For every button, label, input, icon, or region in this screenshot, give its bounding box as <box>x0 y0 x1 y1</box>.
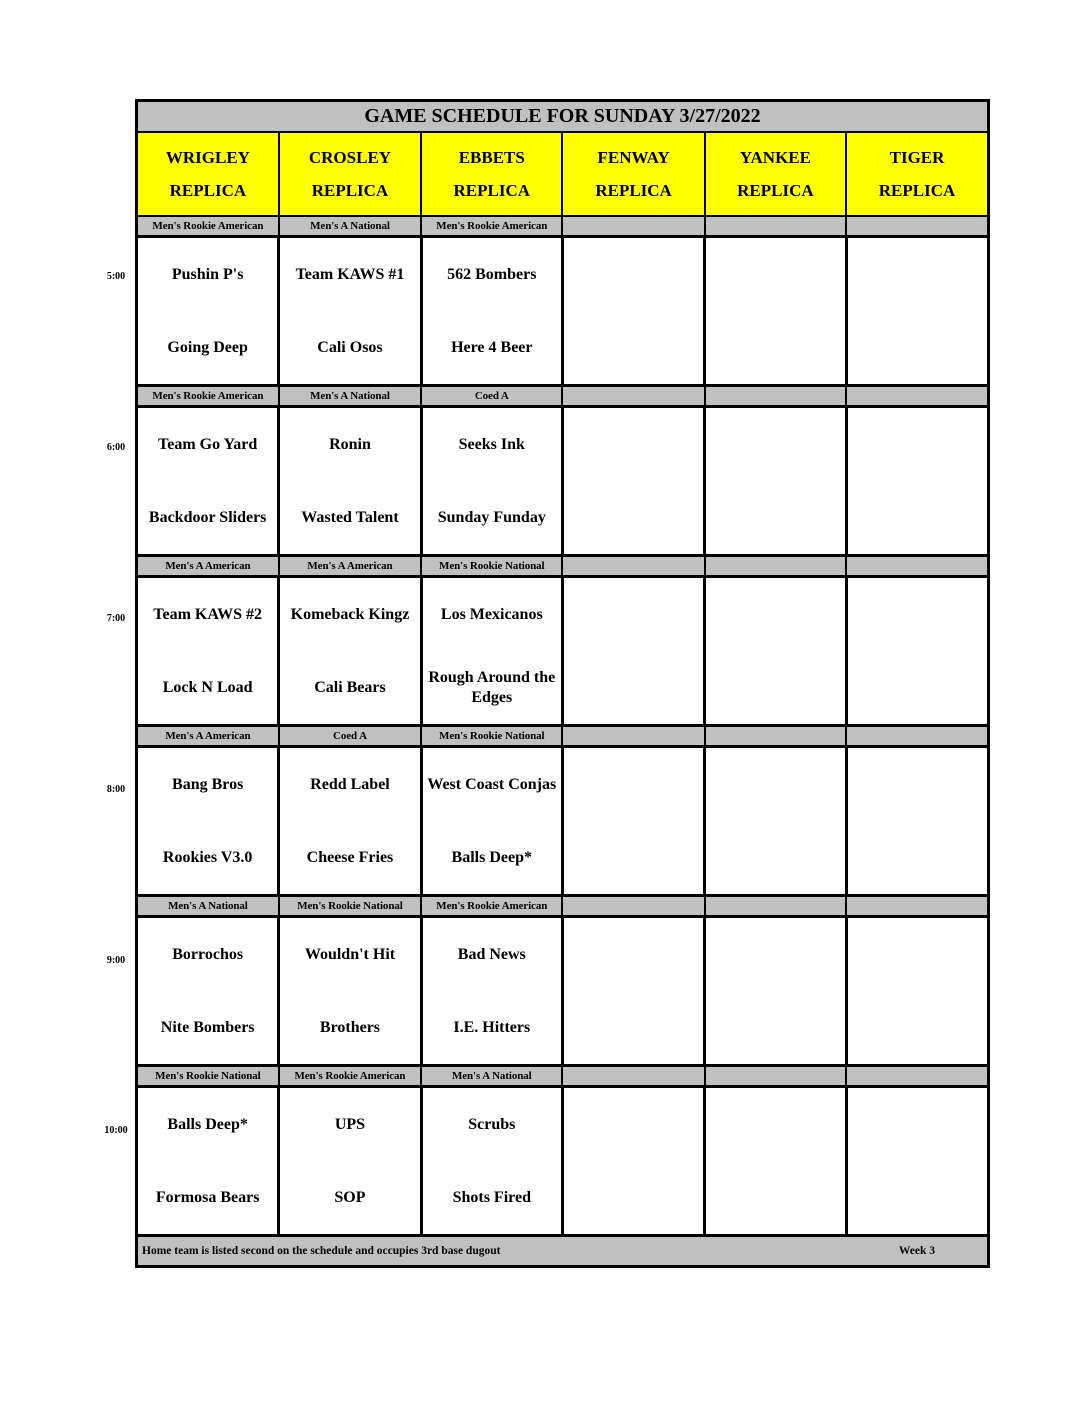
home-team: Here 4 Beer <box>451 338 533 356</box>
home-team <box>706 1161 844 1234</box>
home-team <box>706 651 844 724</box>
home-team <box>706 821 844 894</box>
division-label: Men's Rookie American <box>421 896 562 917</box>
game-row <box>137 577 989 726</box>
division-label <box>846 896 988 917</box>
division-label: Men's A American <box>137 556 279 577</box>
time-label: 5:00 <box>106 271 126 282</box>
division-label <box>562 216 704 237</box>
game-cell <box>421 577 562 726</box>
field-header <box>279 132 421 216</box>
division-label: Men's A American <box>279 556 421 577</box>
field-name: YANKEE <box>739 148 811 167</box>
division-label <box>846 1066 988 1087</box>
away-team <box>848 918 987 991</box>
home-team <box>706 991 844 1064</box>
division-label: Men's Rookie National <box>279 896 421 917</box>
division-row <box>137 726 989 747</box>
division-label <box>562 726 704 747</box>
game-cell <box>562 407 704 556</box>
home-team <box>848 1161 987 1234</box>
field-subtitle: REPLICA <box>311 181 389 200</box>
field-header <box>562 132 704 216</box>
game-row <box>137 1087 989 1236</box>
game-cell <box>279 747 421 896</box>
time-label: 9:00 <box>106 955 126 966</box>
home-team: Rough Around the Edges <box>428 668 556 706</box>
time-label: 7:00 <box>106 613 126 624</box>
game-cell <box>846 747 988 896</box>
game-cell <box>279 237 421 386</box>
home-team <box>564 651 703 724</box>
home-team: Wasted Talent <box>301 508 399 526</box>
game-cell <box>421 237 562 386</box>
away-team <box>564 238 703 311</box>
home-team: Rookies V3.0 <box>162 848 253 866</box>
home-team <box>848 821 987 894</box>
away-team <box>848 748 987 821</box>
game-cell <box>562 917 704 1066</box>
away-team <box>564 1088 703 1161</box>
away-team: Team Go Yard <box>158 435 258 453</box>
field-subtitle: REPLICA <box>737 181 814 200</box>
time-label: 6:00 <box>106 442 126 453</box>
away-team: Bang Bros <box>172 775 244 793</box>
game-row <box>137 407 989 556</box>
away-team: Ronin <box>329 435 371 453</box>
home-team <box>564 311 703 384</box>
home-team: Shots Fired <box>452 1188 531 1206</box>
home-team <box>848 481 987 554</box>
home-team: Backdoor Sliders <box>148 508 267 526</box>
division-label <box>705 726 846 747</box>
away-team: Borrochos <box>172 945 244 963</box>
game-row <box>137 917 989 1066</box>
home-team: Cali Bears <box>314 678 386 696</box>
division-row <box>137 1066 989 1087</box>
away-team: West Coast Conjas <box>427 775 557 793</box>
game-cell <box>137 237 279 386</box>
away-team <box>706 408 844 481</box>
home-team: Going Deep <box>167 338 248 356</box>
home-team <box>564 821 703 894</box>
division-label <box>562 896 704 917</box>
field-name: CROSLEY <box>308 148 392 167</box>
division-label <box>705 556 846 577</box>
schedule-title: GAME SCHEDULE FOR SUNDAY 3/27/2022 <box>137 101 989 133</box>
game-cell <box>279 917 421 1066</box>
field-name: EBBETS <box>458 148 525 167</box>
game-cell <box>705 237 846 386</box>
home-team: Cheese Fries <box>306 848 394 866</box>
game-cell <box>137 1087 279 1236</box>
home-team <box>706 481 844 554</box>
away-team <box>564 408 703 481</box>
away-team <box>564 578 703 651</box>
division-row <box>137 556 989 577</box>
away-team <box>706 238 844 311</box>
game-cell <box>137 577 279 726</box>
field-subtitle: REPLICA <box>169 181 247 200</box>
division-label: Men's Rookie American <box>137 386 279 407</box>
away-team: Balls Deep* <box>167 1115 248 1133</box>
field-header <box>705 132 846 216</box>
away-team: Team KAWS #1 <box>295 265 405 283</box>
division-label <box>846 216 988 237</box>
game-cell <box>846 577 988 726</box>
home-team <box>564 991 703 1064</box>
away-team <box>706 748 844 821</box>
division-label: Coed A <box>421 386 562 407</box>
division-label: Men's Rookie National <box>421 726 562 747</box>
home-team: SOP <box>334 1188 366 1206</box>
division-label: Men's A National <box>137 896 279 917</box>
game-cell <box>705 747 846 896</box>
away-team: Team KAWS #2 <box>153 605 263 623</box>
division-label: Men's A National <box>279 386 421 407</box>
field-name: WRIGLEY <box>165 148 250 167</box>
away-team <box>848 1088 987 1161</box>
game-cell <box>421 917 562 1066</box>
game-cell <box>562 1087 704 1236</box>
home-team <box>848 651 987 724</box>
away-team <box>706 918 844 991</box>
division-label: Men's A National <box>421 1066 562 1087</box>
away-team <box>706 1088 844 1161</box>
division-label: Men's A National <box>279 216 421 237</box>
game-cell <box>705 917 846 1066</box>
footer-row <box>137 1236 989 1267</box>
game-cell <box>137 747 279 896</box>
game-cell <box>846 917 988 1066</box>
game-cell <box>279 1087 421 1236</box>
game-cell <box>421 1087 562 1236</box>
away-team: Pushin P's <box>171 265 244 283</box>
division-row <box>137 386 989 407</box>
field-name: TIGER <box>889 148 945 167</box>
game-cell <box>421 407 562 556</box>
away-team <box>706 578 844 651</box>
home-team: Brothers <box>319 1018 381 1036</box>
away-team <box>564 918 703 991</box>
home-team <box>706 311 844 384</box>
schedule-table <box>135 99 990 1268</box>
division-label <box>705 1066 846 1087</box>
game-cell <box>846 1087 988 1236</box>
game-cell <box>137 917 279 1066</box>
footer-note: Home team is listed second on the schedule and occupies 3rd base dugout <box>142 1245 501 1257</box>
game-cell <box>279 577 421 726</box>
game-cell <box>562 237 704 386</box>
division-label: Men's Rookie American <box>421 216 562 237</box>
field-header <box>421 132 562 216</box>
away-team: Wouldn't Hit <box>304 945 396 963</box>
game-cell <box>846 237 988 386</box>
game-cell <box>279 407 421 556</box>
division-label <box>846 386 988 407</box>
away-team: Bad News <box>457 945 526 963</box>
division-label: Men's Rookie American <box>279 1066 421 1087</box>
division-label <box>562 386 704 407</box>
game-cell <box>705 407 846 556</box>
game-cell <box>562 747 704 896</box>
footer <box>137 1236 989 1267</box>
field-subtitle: REPLICA <box>595 181 672 200</box>
field-subtitle: REPLICA <box>453 181 531 200</box>
away-team: Seeks Ink <box>458 435 525 453</box>
game-cell <box>421 747 562 896</box>
away-team: UPS <box>334 1115 366 1133</box>
division-label <box>846 726 988 747</box>
away-team: Scrubs <box>468 1115 516 1133</box>
home-team <box>564 481 703 554</box>
home-team: Formosa Bears <box>155 1188 260 1206</box>
game-row <box>137 237 989 386</box>
home-team: Lock N Load <box>162 678 253 696</box>
week-label: Week 3 <box>898 1245 935 1257</box>
game-cell <box>137 407 279 556</box>
field-subtitle: REPLICA <box>878 181 956 200</box>
field-header <box>137 132 279 216</box>
away-team <box>564 748 703 821</box>
home-team <box>564 1161 703 1234</box>
time-label: 8:00 <box>106 784 126 795</box>
home-team <box>848 311 987 384</box>
division-label: Men's Rookie National <box>137 1066 279 1087</box>
field-name: FENWAY <box>597 148 670 167</box>
game-cell <box>705 577 846 726</box>
field-header <box>846 132 988 216</box>
away-team: Los Mexicanos <box>440 605 543 623</box>
home-team <box>848 991 987 1064</box>
home-team: Cali Osos <box>317 338 383 356</box>
division-label: Coed A <box>279 726 421 747</box>
away-team <box>848 578 987 651</box>
game-row <box>137 747 989 896</box>
division-label: Men's Rookie American <box>137 216 279 237</box>
away-team <box>848 238 987 311</box>
game-cell <box>705 1087 846 1236</box>
away-team: 562 Bombers <box>447 265 537 283</box>
division-label <box>705 896 846 917</box>
division-row <box>137 896 989 917</box>
game-cell <box>846 407 988 556</box>
division-row <box>137 216 989 237</box>
division-label <box>705 386 846 407</box>
home-team: I.E. Hitters <box>453 1018 531 1036</box>
division-label: Men's A American <box>137 726 279 747</box>
home-team: Balls Deep* <box>451 848 532 866</box>
away-team <box>848 408 987 481</box>
away-team: Redd Label <box>310 775 390 793</box>
away-team: Komeback Kingz <box>290 605 410 623</box>
division-label <box>562 556 704 577</box>
time-label: 10:00 <box>104 1125 128 1136</box>
home-team: Sunday Funday <box>437 508 546 526</box>
game-cell <box>562 577 704 726</box>
division-label: Men's Rookie National <box>421 556 562 577</box>
division-label <box>705 216 846 237</box>
division-label <box>562 1066 704 1087</box>
division-label <box>846 556 988 577</box>
home-team: Nite Bombers <box>160 1018 255 1036</box>
